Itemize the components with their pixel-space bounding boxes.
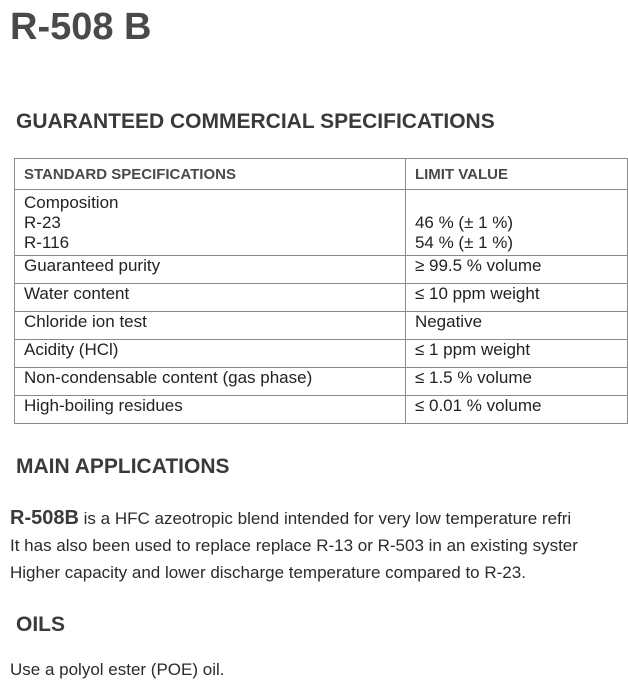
applications-heading: MAIN APPLICATIONS (16, 455, 230, 478)
table-row (15, 284, 628, 312)
spec-label: Acidity (HCl) (15, 340, 406, 368)
applications-line-3: Higher capacity and lower discharge temperature compared to R-23. (10, 563, 526, 582)
product-name: R-508B (10, 507, 79, 529)
spec-label: Chloride ion test (15, 312, 406, 340)
spec-value: ≥ 99.5 % volume (405, 256, 627, 284)
spec-label: Guaranteed purity (15, 256, 406, 284)
spec-label: High-boiling residues (15, 396, 406, 424)
specifications-heading: GUARANTEED COMMERCIAL SPECIFICATIONS (16, 110, 495, 133)
spec-label: Non-condensable content (gas phase) (15, 368, 406, 396)
spec-value: ≤ 0.01 % volume (405, 396, 627, 424)
applications-line-2: It has also been used to replace replace R-13 or R-503 in an existing syster (10, 536, 578, 555)
page-title: R-508 B (10, 6, 152, 48)
table-row-composition (15, 190, 628, 256)
composition-cell (15, 190, 406, 256)
composition-values-cell (405, 190, 627, 256)
spec-value: ≤ 1 ppm weight (405, 340, 627, 368)
applications-line-1: is a HFC azeotropic blend intended for very low temperature refri (78, 509, 572, 528)
table-row (15, 340, 628, 368)
table-row (15, 396, 628, 424)
component-value: 54 % (± 1 %) (414, 233, 514, 252)
specifications-table (14, 158, 628, 424)
spec-value: ≤ 10 ppm weight (405, 284, 627, 312)
table-row (15, 368, 628, 396)
oils-text: Use a polyol ester (POE) oil. (10, 660, 225, 679)
spec-value: Negative (405, 312, 627, 340)
applications-paragraph (10, 505, 628, 586)
oils-heading: OILS (16, 613, 66, 636)
column-header-limit: LIMIT VALUE (405, 159, 627, 190)
composition-label: Composition (24, 193, 119, 212)
component-name: R-116 (24, 233, 70, 252)
table-row (15, 256, 628, 284)
column-header-standard: STANDARD SPECIFICATIONS (15, 159, 406, 190)
component-value: 46 % (± 1 %) (414, 213, 514, 232)
component-name: R-23 (24, 213, 61, 232)
table-row (15, 312, 628, 340)
spec-value: ≤ 1.5 % volume (405, 368, 627, 396)
table-header-row (15, 159, 628, 190)
spec-label: Water content (15, 284, 406, 312)
